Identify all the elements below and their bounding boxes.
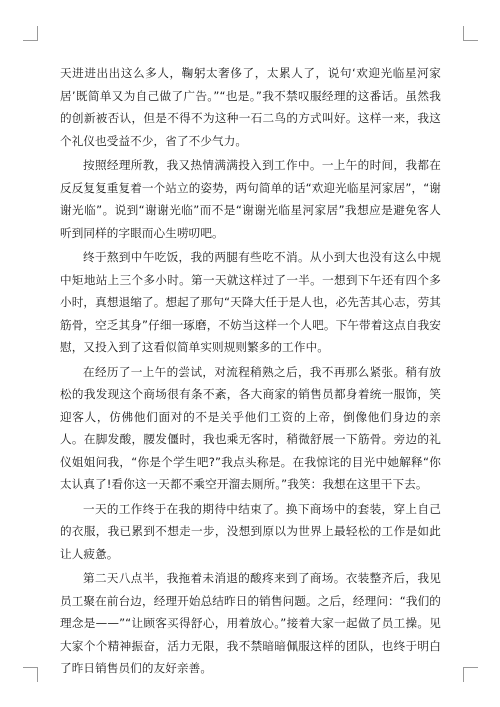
crop-mark-bottom-right [463,667,478,682]
paragraph-2: 按照经理所教，我又热情满满投入到工作中。一上午的时间，我都在反反复复重复着一个站立的姿势，两句简单的话“欢迎光临星河家居”，“谢谢光临”。说到“谢谢光临”而不是“谢谢光临星河家居”我想应是避免客人听到同样的字眼而心生唠叨吧。 [60,158,441,240]
crop-mark-bottom-left [23,667,38,682]
paragraph-3: 终于熬到中午吃饭，我的两腿有些吃不消。从小到大也没有这么中规中矩地站上三个多小时。第一天就这样过了一半。一想到下午还有四个多小时，真想退缩了。想起了那句“天降大任于是人也，必先苦其心志，劳其筋骨，空乏其身”仔细一琢磨，不妨当这样一个人吧。下午带着这点自我安慰，又投入到了这看似简单实则规则繁多的工作中。 [60,250,441,354]
crop-mark-top-right [463,26,478,41]
crop-mark-top-left [23,26,38,41]
paragraph-6: 第二天八点半，我拖着未消退的酸疼来到了商场。衣装整齐后，我见员工聚在前台边，经理开始总结昨日的销售问题。之后，经理问：“我们的理念是——”“让顾客买得舒心，用着放心。”接着大家一起做了员工操。见大家个个精神振奋，活力无限，我不禁暗暗佩服这样的团队，也终于明白了昨日销售员们的友好亲善。 [60,571,441,675]
paragraph-5: 一天的工作终于在我的期待中结束了。换下商场中的套装，穿上自己的衣服，我已累到不想走一步，没想到原以为世界上最轻松的工作是如此让人疲惫。 [60,501,441,561]
body-text [60,62,441,682]
paragraph-1: 天进进出出这么多人，鞠躬太奢侈了，太累人了，说句‘欢迎光临星河家居’既简单又为自己做了广告。”“也是。”我不禁叹服经理的这番话。虽然我的创新被否认，但是不得不为这种一石二鸟的方式叫好。这样一来，我这个礼仪也受益不少，省了不少气力。 [60,66,441,148]
paragraph-4: 在经历了一上午的尝试，对流程稍熟之后，我不再那么紧张。稍有放松的我发现这个商场很有条不紊，各大商家的销售员都身着统一服饰，笑迎客人，仿佛他们面对的不是关乎他们工资的上帝，倒像他们身边的亲人。在脚发酸，腰发僵时，我也乘无客时，稍微舒展一下筋骨。旁边的礼仪姐姐问我，“你是个学生吧?”我点头称是。在我惊诧的目光中她解释“你太认真了!看你这一天都不乘空开溜去厕所。”我笑：我想在这里干下去。 [60,364,441,491]
